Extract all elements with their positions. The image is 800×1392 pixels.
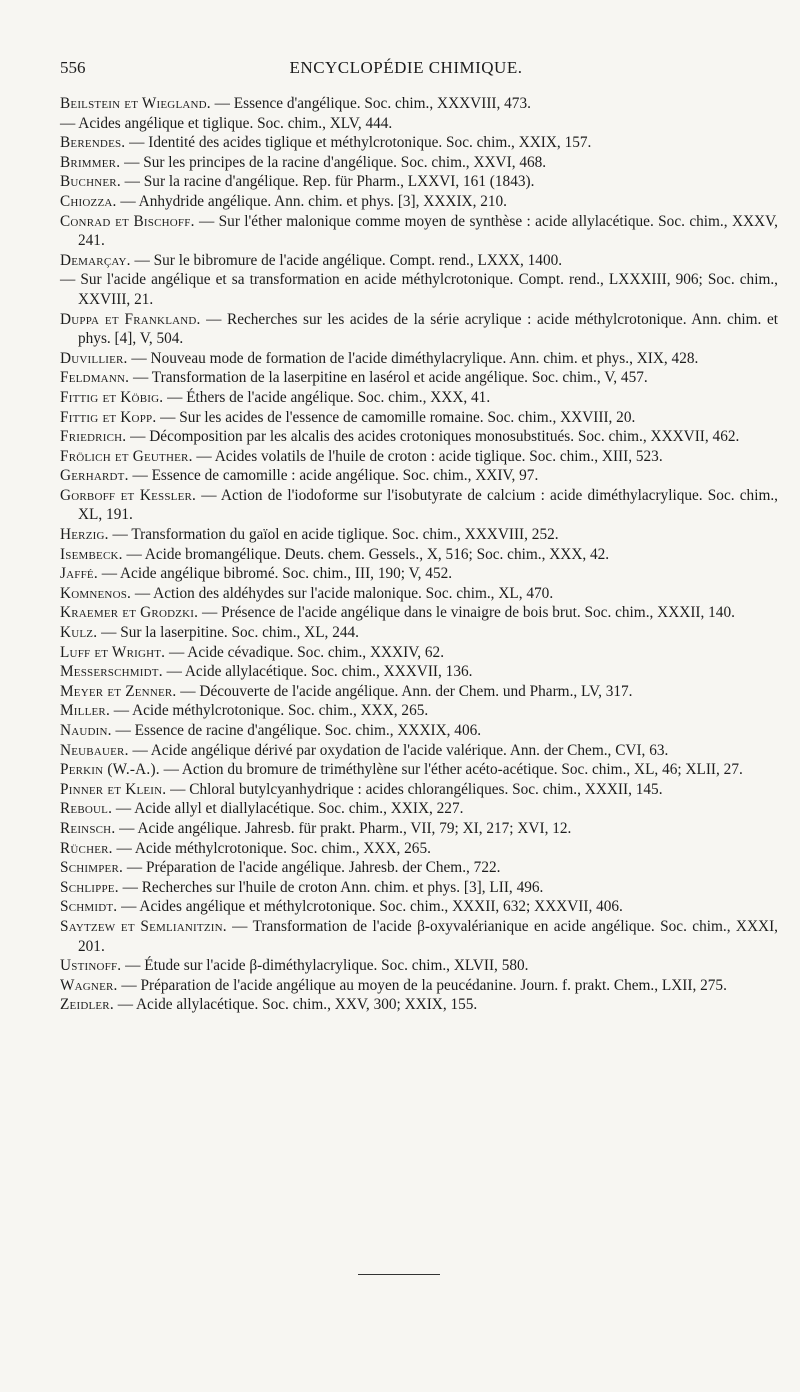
entry-citation: — Sur les acides de l'essence de camomille romaine. Soc. chim., XXVIII, 20. [156, 408, 636, 426]
bibliography-entry [60, 956, 778, 976]
entry-citation: — Acide angélique dérivé par oxydation de l'acide valérique. Ann. der Chem., CVI, 63. [128, 741, 669, 759]
entry-citation: — Acides angélique et méthylcrotonique. Soc. chim., XXXII, 632; XXXVII, 406. [117, 898, 623, 916]
entry-authors: Isembeck. [60, 545, 123, 563]
bibliography-entry [60, 760, 778, 780]
bibliography-list [60, 94, 778, 1015]
bibliography-entry [60, 368, 778, 388]
entry-authors: Beilstein et Wiegland. [60, 95, 211, 112]
entry-authors: Messerschmidt. [60, 663, 163, 681]
running-title: ENCYCLOPÉDIE CHIMIQUE. [289, 58, 523, 77]
entry-citation: — Acides angélique et tiglique. Soc. chim., XLV, 444. [60, 114, 393, 132]
bibliography-entry [60, 349, 778, 369]
entry-authors: Feldmann. [60, 369, 130, 387]
entry-authors: Kulz. [60, 624, 98, 642]
entry-citation: — Chloral butylcyanhydrique : acides chlorangéliques. Soc. chim., XXXII, 145. [166, 780, 663, 798]
entry-citation: — Acides volatils de l'huile de croton : acide tiglique. Soc. chim., XIII, 523. [192, 447, 663, 465]
bibliography-entry [60, 388, 778, 408]
page-number: 556 [60, 58, 86, 77]
bibliography-entry [60, 270, 778, 309]
bibliography-entry [60, 133, 778, 153]
entry-authors: Friedrich. [60, 428, 127, 446]
entry-citation: — Essence d'angélique. Soc. chim., XXXVIII, 473. [210, 95, 531, 112]
entry-authors: Meyer et Zenner. [60, 682, 177, 700]
entry-citation: — Transformation de l'acide β-oxyvalérianique en acide angélique. Soc. chim., XXXI, 201. [78, 917, 778, 955]
entry-authors: Rücher. [60, 839, 113, 857]
entry-citation: — Acide angélique. Jahresb. für prakt. Pharm., VII, 79; XI, 217; XVI, 12. [115, 819, 572, 837]
entry-authors: Buchner. [60, 173, 121, 191]
entry-citation: — Décomposition par les alcalis des acides crotoniques monosubstitués. Soc. chim., XXXVII, 462. [126, 428, 740, 446]
closing-rule [358, 1274, 440, 1275]
entry-citation: — Acide allyl et diallylacétique. Soc. chim., XXIX, 227. [112, 800, 464, 818]
entry-citation: — Acide angélique bibromé. Soc. chim., III, 190; V, 452. [97, 565, 453, 583]
entry-authors: Gerhardt. [60, 467, 129, 485]
entry-authors: Perkin (W.-A.). [60, 761, 160, 779]
bibliography-entry [60, 94, 778, 114]
entry-citation: — Éthers de l'acide angélique. Soc. chim., XXX, 41. [163, 388, 491, 406]
entry-citation: — Essence de camomille : acide angélique. Soc. chim., XXIV, 97. [128, 467, 539, 485]
entry-authors: Schlippe. [60, 878, 119, 896]
entry-authors: Fittig et Köbig. [60, 388, 164, 406]
entry-citation: — Sur l'acide angélique et sa transformation en acide méthylcrotonique. Compt. rend., LXXXIII, 906; Soc. chim., XXVIII, 21. [60, 271, 778, 308]
entry-authors: Fittig et Kopp. [60, 408, 157, 426]
entry-citation: — Transformation du gaïol en acide tiglique. Soc. chim., XXXVIII, 252. [108, 526, 559, 544]
page-header [60, 58, 752, 84]
bibliography-entry [60, 486, 778, 525]
entry-citation: — Essence de racine d'angélique. Soc. chim., XXXIX, 406. [111, 722, 482, 739]
entry-authors: Schmidt. [60, 898, 118, 916]
entry-authors: Duvillier. [60, 349, 128, 367]
entry-authors: Miller. [60, 702, 110, 720]
entry-citation: — Sur les principes de la racine d'angélique. Soc. chim., XXVI, 468. [120, 153, 547, 171]
bibliography-entry [60, 212, 778, 251]
entry-citation: — Acide bromangélique. Deuts. chem. Gessels., X, 516; Soc. chim., XXX, 42. [122, 545, 610, 563]
bibliography-entry [60, 172, 778, 192]
entry-authors: Luff et Wright. [60, 643, 166, 661]
bibliography-entry [60, 153, 778, 173]
entry-citation: — Étude sur l'acide β-diméthylacrylique. Soc. chim., XLVII, 580. [121, 957, 529, 975]
entry-citation: — Recherches sur l'huile de croton Ann. chim. et phys. [3], LII, 496. [118, 878, 544, 896]
entry-authors: Jaffé. [60, 565, 98, 583]
bibliography-entry [60, 897, 778, 917]
entry-citation: — Acide cévadique. Soc. chim., XXXIV, 62. [165, 643, 445, 661]
entry-citation: — Sur la racine d'angélique. Rep. für Pharm., LXXVI, 161 (1843). [120, 173, 535, 191]
bibliography-entry [60, 721, 778, 741]
bibliography-entry [60, 701, 778, 721]
entry-authors: Zeidler. [60, 996, 114, 1014]
entry-authors: Conrad et Bischoff. [60, 212, 195, 230]
entry-authors: Kraemer et Grodzki. [60, 604, 199, 622]
bibliography-entry [60, 251, 778, 271]
entry-authors: Chiozza. [60, 192, 117, 210]
bibliography-entry [60, 799, 778, 819]
entry-citation: — Transformation de la laserpitine en lasérol et acide angélique. Soc. chim., V, 457. [129, 369, 648, 387]
bibliography-entry [60, 192, 778, 212]
entry-authors: Brimmer. [60, 153, 121, 171]
bibliography-entry [60, 643, 778, 663]
bibliography-entry [60, 545, 778, 565]
bibliography-entry [60, 114, 778, 134]
bibliography-entry [60, 408, 778, 428]
entry-citation: — Présence de l'acide angélique dans le vinaigre de bois brut. Soc. chim., XXXII, 140. [198, 604, 735, 622]
bibliography-entry [60, 466, 778, 486]
entry-authors: Reinsch. [60, 819, 116, 837]
entry-authors: Gorboff et Kessler. [60, 486, 197, 504]
entry-authors: Demarçay. [60, 251, 131, 269]
entry-citation: — Découverte de l'acide angélique. Ann. der Chem. und Pharm., LV, 317. [176, 682, 633, 700]
bibliography-entry [60, 976, 778, 996]
bibliography-entry [60, 819, 778, 839]
entry-authors: Herzig. [60, 526, 109, 544]
bibliography-entry [60, 741, 778, 761]
entry-authors: Naudin. [60, 722, 112, 739]
entry-authors: Berendes. [60, 134, 126, 152]
entry-citation: — Action du bromure de triméthylène sur l'éther acéto-acétique. Soc. chim., XL, 46; XLII, 27. [159, 761, 743, 779]
entry-citation: — Acide méthylcrotonique. Soc. chim., XXX, 265. [112, 839, 431, 857]
bibliography-entry [60, 564, 778, 584]
bibliography-entry [60, 662, 778, 682]
bibliography-entry [60, 682, 778, 702]
entry-authors: Komnenos. [60, 584, 132, 602]
entry-authors: Neubauer. [60, 741, 129, 759]
bibliography-entry [60, 603, 778, 623]
entry-authors: Schimper. [60, 859, 124, 877]
bibliography-entry [60, 780, 778, 800]
entry-citation: — Nouveau mode de formation de l'acide diméthylacrylique. Ann. chim. et phys., XIX, 428. [127, 349, 699, 367]
bibliography-entry [60, 447, 778, 467]
bibliography-entry [60, 584, 778, 604]
bibliography-entry [60, 427, 778, 447]
entry-authors: Wagner. [60, 976, 118, 994]
entry-citation: — Acide allylacétique. Soc. chim., XXV, 300; XXIX, 155. [113, 996, 478, 1014]
entry-authors: Reboul. [60, 800, 113, 818]
bibliography-entry [60, 839, 778, 859]
entry-authors: Pinner et Klein. [60, 780, 167, 798]
bibliography-entry [60, 310, 778, 349]
bibliography-entry [60, 623, 778, 643]
bibliography-entry [60, 878, 778, 898]
entry-authors: Saytzew et Semlianitzin. [60, 917, 227, 935]
bibliography-entry [60, 858, 778, 878]
entry-citation: — Sur la laserpitine. Soc. chim., XL, 244. [97, 624, 359, 642]
entry-citation: — Recherches sur les acides de la série acrylique : acide méthylcrotonique. Ann. chim. et phys. [4], V, 504. [78, 310, 778, 348]
entry-citation: — Identité des acides tiglique et méthylcrotonique. Soc. chim., XXIX, 157. [125, 134, 592, 152]
entry-citation: — Acide méthylcrotonique. Soc. chim., XXX, 265. [109, 702, 429, 720]
entry-authors: Frölich et Geuther. [60, 447, 193, 465]
entry-citation: — Acide allylacétique. Soc. chim., XXXVII, 136. [162, 663, 473, 681]
entry-authors: Duppa et Frankland. [60, 310, 201, 328]
entry-citation: — Sur le bibromure de l'acide angélique. Compt. rend., LXXX, 1400. [130, 251, 563, 269]
entry-citation: — Sur l'éther malonique comme moyen de synthèse : acide allylacétique. Soc. chim., XXXV, 241. [78, 212, 778, 250]
entry-authors: Ustinoff. [60, 957, 122, 975]
bibliography-entry [60, 525, 778, 545]
bibliography-entry [60, 917, 778, 956]
entry-citation: — Action des aldéhydes sur l'acide malonique. Soc. chim., XL, 470. [131, 584, 554, 602]
entry-citation: — Préparation de l'acide angélique au moyen de la peucédanine. Journ. f. prakt. Chem., LXII, 275. [117, 976, 727, 994]
bibliography-entry [60, 995, 778, 1015]
entry-citation: — Action de l'iodoforme sur l'isobutyrate de calcium : acide diméthylacrylique. Soc. chim., XL, 191. [78, 486, 778, 524]
entry-citation: — Préparation de l'acide angélique. Jahresb. der Chem., 722. [123, 859, 501, 877]
entry-citation: — Anhydride angélique. Ann. chim. et phys. [3], XXXIX, 210. [116, 192, 507, 210]
